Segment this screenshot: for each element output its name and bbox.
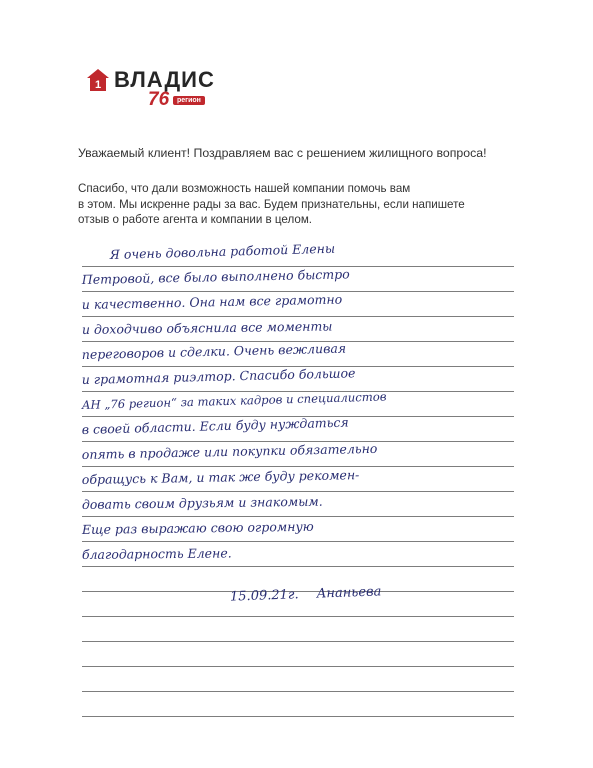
handwritten-line: переговоров и сделки. Очень вежливая bbox=[81, 340, 347, 363]
ruled-line bbox=[82, 691, 514, 692]
logo-region-number: 76 bbox=[148, 89, 170, 110]
intro-line: отзыв о работе агента и компании в целом. bbox=[78, 213, 313, 226]
intro-line: в этом. Мы искренне рады за вас. Будем признательны, если напишете bbox=[78, 197, 465, 211]
handwritten-line: обращусь к Вам, и так же буду рекомен- bbox=[81, 467, 360, 488]
signature-date: 15.09.21г. bbox=[229, 587, 299, 605]
date-and-signature bbox=[230, 584, 382, 605]
handwritten-line: Я очень довольна работой Елены bbox=[109, 240, 336, 263]
ruled-line bbox=[82, 666, 514, 667]
ruled-line bbox=[82, 316, 514, 317]
handwritten-line: Еще раз выражаю свою огромную bbox=[81, 518, 314, 538]
ruled-line bbox=[82, 466, 514, 467]
handwritten-line: опять в продаже или покупки обязательно bbox=[81, 440, 378, 463]
handwritten-line: благодарность Елене. bbox=[81, 545, 232, 563]
intro-line: Спасибо, что дали возможность нашей компании помочь вам bbox=[78, 182, 411, 195]
handwritten-line: и качественно. Она нам все грамотно bbox=[81, 291, 343, 313]
letter-greeting: Уважаемый клиент! Поздравляем вас с решением жилищного вопроса! bbox=[78, 146, 487, 160]
handwritten-line: АН „76 регион“ за таких кадров и специалистов bbox=[81, 389, 387, 413]
handwritten-line: и грамотная риэлтор. Спасибо большое bbox=[81, 365, 356, 388]
logo-region-label: регион bbox=[173, 96, 205, 105]
handwritten-line: довать своим друзьям и знакомым. bbox=[81, 493, 323, 513]
signature-name: Ананьева bbox=[316, 584, 382, 602]
ruled-line bbox=[82, 716, 514, 717]
ruled-line bbox=[82, 516, 514, 517]
ruled-line bbox=[82, 491, 514, 492]
ruled-line bbox=[82, 641, 514, 642]
ruled-line bbox=[82, 566, 514, 567]
ruled-line bbox=[82, 616, 514, 617]
handwritten-line: в своей области. Если буду нуждаться bbox=[81, 414, 349, 438]
handwritten-line: и доходчиво объяснила все моменты bbox=[81, 318, 333, 338]
svg-text:1: 1 bbox=[94, 79, 102, 91]
logo-wordmark: ВЛАДИС bbox=[114, 67, 215, 92]
handwritten-line: Петровой, все было выполнено быстро bbox=[81, 266, 350, 288]
ruled-line bbox=[82, 541, 514, 542]
